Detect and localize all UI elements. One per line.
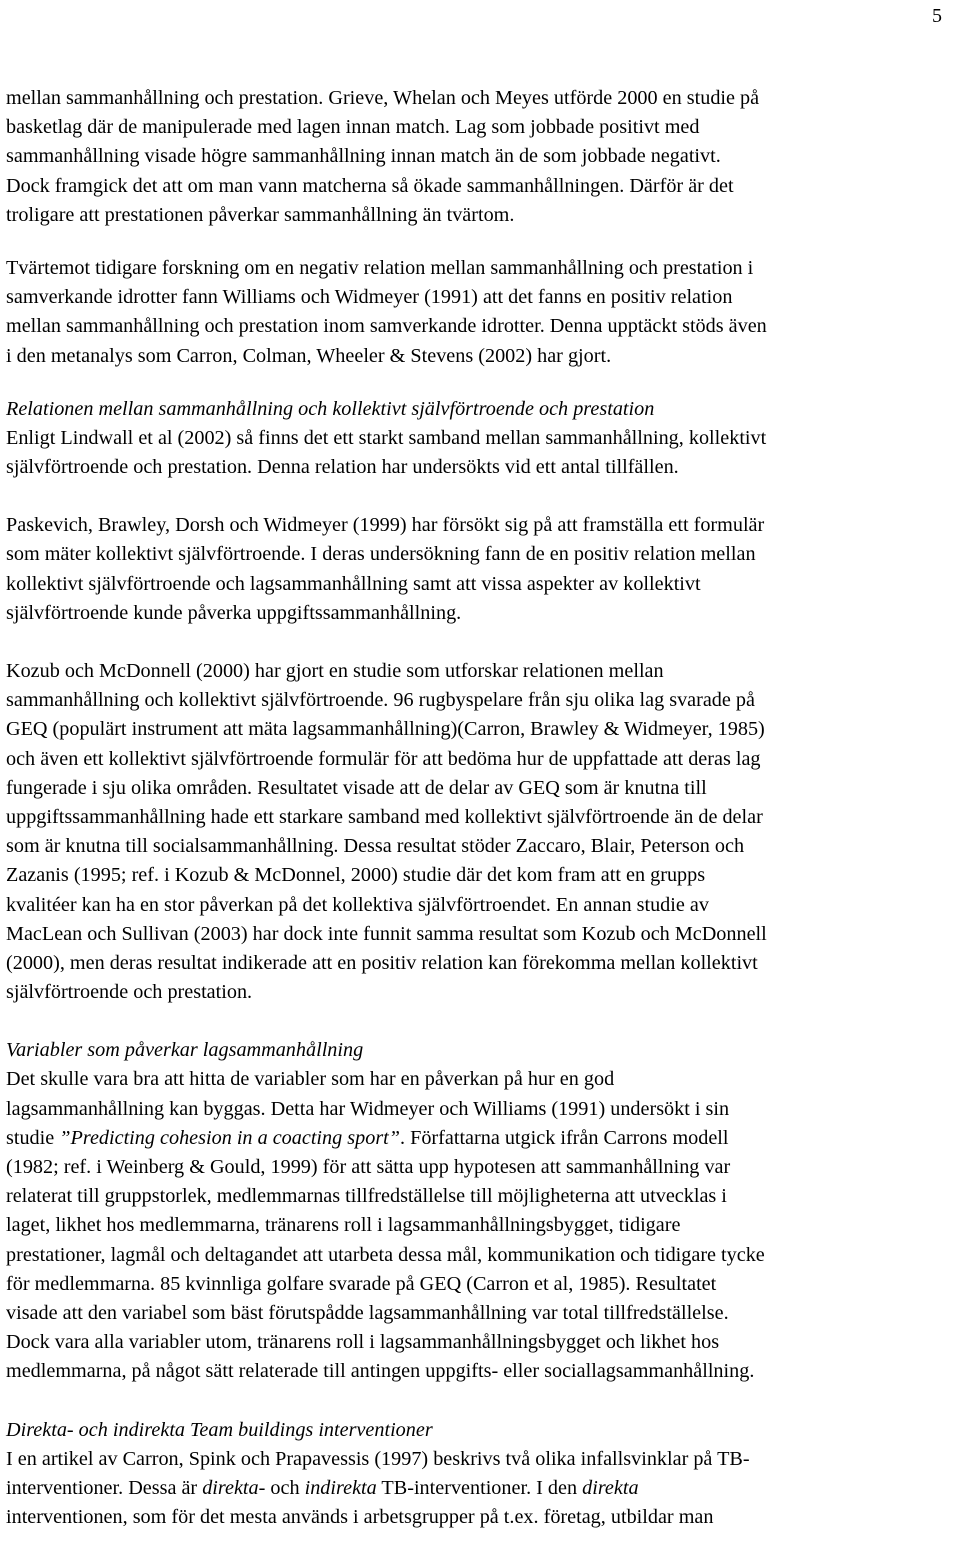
- text-line: mellan sammanhållning och prestation inom samverkande idrotter. Denna upptäckt stöds även: [6, 315, 767, 338]
- text-line: Dock framgick det att om man vann matcherna så ökade sammanhållningen. Därför är det: [6, 174, 734, 197]
- text-line: visade att den variabel som bäst förutspådde lagsammanhållning var total tillfredställelse.: [6, 1301, 729, 1324]
- emphasis-term: indirekta: [304, 1476, 377, 1499]
- text-line: Kozub och McDonnell (2000) har gjort en studie som utforskar relationen mellan: [6, 660, 664, 682]
- text-line: lagsammanhållning kan byggas. Detta har Widmeyer och Williams (1991) undersökt i sin: [6, 1097, 730, 1120]
- text-line: interventionen, som för det mesta används i arbetsgrupper på t.ex. företag, utbildar man: [6, 1506, 714, 1529]
- text-line: mellan sammanhållning och prestation. Grieve, Whelan och Meyes utförde 2000 en studie på: [6, 87, 760, 109]
- emphasis-term: direkta: [202, 1476, 259, 1499]
- text-line: sammanhållning och kollektivt självförtroende. 96 rugbyspelare från sju olika lag svarade på: [6, 689, 755, 712]
- text-line: [6, 1124, 956, 1153]
- text-line: troligare att prestationen påverkar sammanhållning än tvärtom.: [6, 203, 515, 226]
- text-line: [6, 1474, 956, 1503]
- text-line: Tvärtemot tidigare forskning om en negativ relation mellan sammanhållning och prestation i: [6, 256, 754, 279]
- text-line: medlemmarna, på något sätt relaterade till antingen uppgifts- eller sociallagsammanhållning.: [6, 1360, 755, 1383]
- paragraph-spacer: [6, 1387, 956, 1416]
- text-line: uppgiftssammanhållning hade ett starkare samband med kollektivt självförtroende än de delar: [6, 805, 763, 828]
- text-run: TB-interventioner. I den: [376, 1476, 583, 1499]
- text-line: Zazanis (1995; ref. i Kozub & McDonnel, 2000) studie där det kom fram att en grupps: [6, 864, 706, 887]
- text-line: samverkande idrotter fann Williams och Widmeyer (1991) att det fanns en positiv relation: [6, 286, 733, 309]
- text-line: Det skulle vara bra att hitta de variabler som har en påverkan på hur en god: [6, 1068, 615, 1091]
- text-line: fungerade i sju olika områden. Resultatet visade att de delar av GEQ som är knutna till: [6, 776, 707, 799]
- text-line: Paskevich, Brawley, Dorsh och Widmeyer (1999) har försökt sig på att framställa ett formulär: [6, 514, 765, 537]
- text-line: I en artikel av Carron, Spink och Prapavessis (1997) beskrivs två olika infallsvinklar på TB-: [6, 1447, 750, 1470]
- text-line: och även ett kollektivt självförtroende formulär för att bedöma hur de uppfattade att deras lag: [6, 747, 761, 770]
- section-heading-variables: Variabler som påverkar lagsammanhållning: [6, 1039, 364, 1062]
- text-line: Enligt Lindwall et al (2002) så finns det ett starkt samband mellan sammanhållning, kollektivt: [6, 426, 767, 449]
- text-line: laget, likhet hos medlemmarna, tränarens roll i lagsammanhållningsbygget, tidigare: [6, 1214, 681, 1237]
- text-line: kvalitéer kan ha en stor påverkan på det kollektiva självförtroendet. En annan studie av: [6, 893, 709, 916]
- text-line: sammanhållning visade högre sammanhållning innan match än de som jobbade negativt.: [6, 145, 721, 168]
- text-run: . Författarna utgick ifrån Carrons modell: [400, 1126, 729, 1149]
- text-line: (2000), men deras resultat indikerade att en positiv relation kan förekomma mellan kollektivt: [6, 951, 758, 974]
- paragraph-carron-spink: [6, 1445, 956, 1533]
- text-line: som är knutna till socialsammanhållning. Dessa resultat stöder Zaccaro, Blair, Peterson och: [6, 835, 745, 858]
- paragraph-spacer: [6, 1007, 956, 1036]
- text-line: prestationer, lagmål och deltagandet att utarbeta dessa mål, kommunikation och tidigare tycke: [6, 1243, 765, 1266]
- text-line: som mäter kollektivt självförtroende. I deras undersökning fann de en positiv relation mellan: [6, 543, 756, 566]
- text-line: (1982; ref. i Weinberg & Gould, 1999) för att sätta upp hypotesen att sammanhållning var: [6, 1156, 731, 1178]
- paragraph-cohesion-performance: [6, 84, 956, 230]
- paragraph-kozub-mcdonnell: [6, 657, 956, 1007]
- paragraph-paskevich: [6, 511, 956, 628]
- text-run: - och: [258, 1476, 305, 1499]
- text-run: interventioner. Dessa är: [6, 1476, 203, 1499]
- page-number: 5: [932, 5, 942, 27]
- paragraph-spacer: [6, 230, 956, 254]
- text-line: basketlag där de manipulerade med lagen innan match. Lag som jobbade positivt med: [6, 116, 700, 139]
- paragraph-widmeyer-williams: [6, 1065, 956, 1386]
- paragraph-coacting-sports: [6, 254, 956, 371]
- paragraph-spacer: [6, 628, 956, 657]
- text-line: självförtroende och prestation. Denna relation har undersökts vid ett antal tillfällen.: [6, 456, 679, 479]
- text-line: för medlemmarna. 85 kvinnliga golfare svarade på GEQ (Carron et al, 1985). Resultatet: [6, 1272, 717, 1295]
- text-line: relaterat till gruppstorlek, medlemmarnas tillfredställelse till möjligheterna att utvecklas i: [6, 1185, 727, 1208]
- paragraph-lindwall: [6, 424, 956, 482]
- text-line: självförtroende och prestation.: [6, 981, 253, 1004]
- text-line: GEQ (populärt instrument att mäta lagsammanhållning)(Carron, Brawley & Widmeyer, 1985): [6, 718, 765, 741]
- emphasis-term: direkta: [582, 1476, 639, 1499]
- document-body: [6, 84, 956, 1532]
- section-heading-team-building: Direkta- och indirekta Team buildings interventioner: [6, 1418, 433, 1441]
- study-title: ”Predicting cohesion in a coacting sport”: [59, 1126, 401, 1149]
- paragraph-spacer: [6, 371, 956, 395]
- text-line: Dock vara alla variabler utom, tränarens roll i lagsammanhållningsbygget och likhet hos: [6, 1331, 720, 1354]
- text-run: studie: [6, 1126, 60, 1149]
- text-line: i den metanalys som Carron, Colman, Wheeler & Stevens (2002) har gjort.: [6, 344, 612, 367]
- text-line: MacLean och Sullivan (2003) har dock inte funnit samma resultat som Kozub och McDonnell: [6, 922, 767, 945]
- section-heading-collective-efficacy: Relationen mellan sammanhållning och kollektivt självförtroende och prestation: [6, 397, 655, 420]
- text-line: självförtroende kunde påverka uppgiftssammanhållning.: [6, 601, 462, 624]
- paragraph-spacer: [6, 482, 956, 511]
- text-line: kollektivt självförtroende och lagsammanhållning samt att vissa aspekter av kollektivt: [6, 572, 701, 595]
